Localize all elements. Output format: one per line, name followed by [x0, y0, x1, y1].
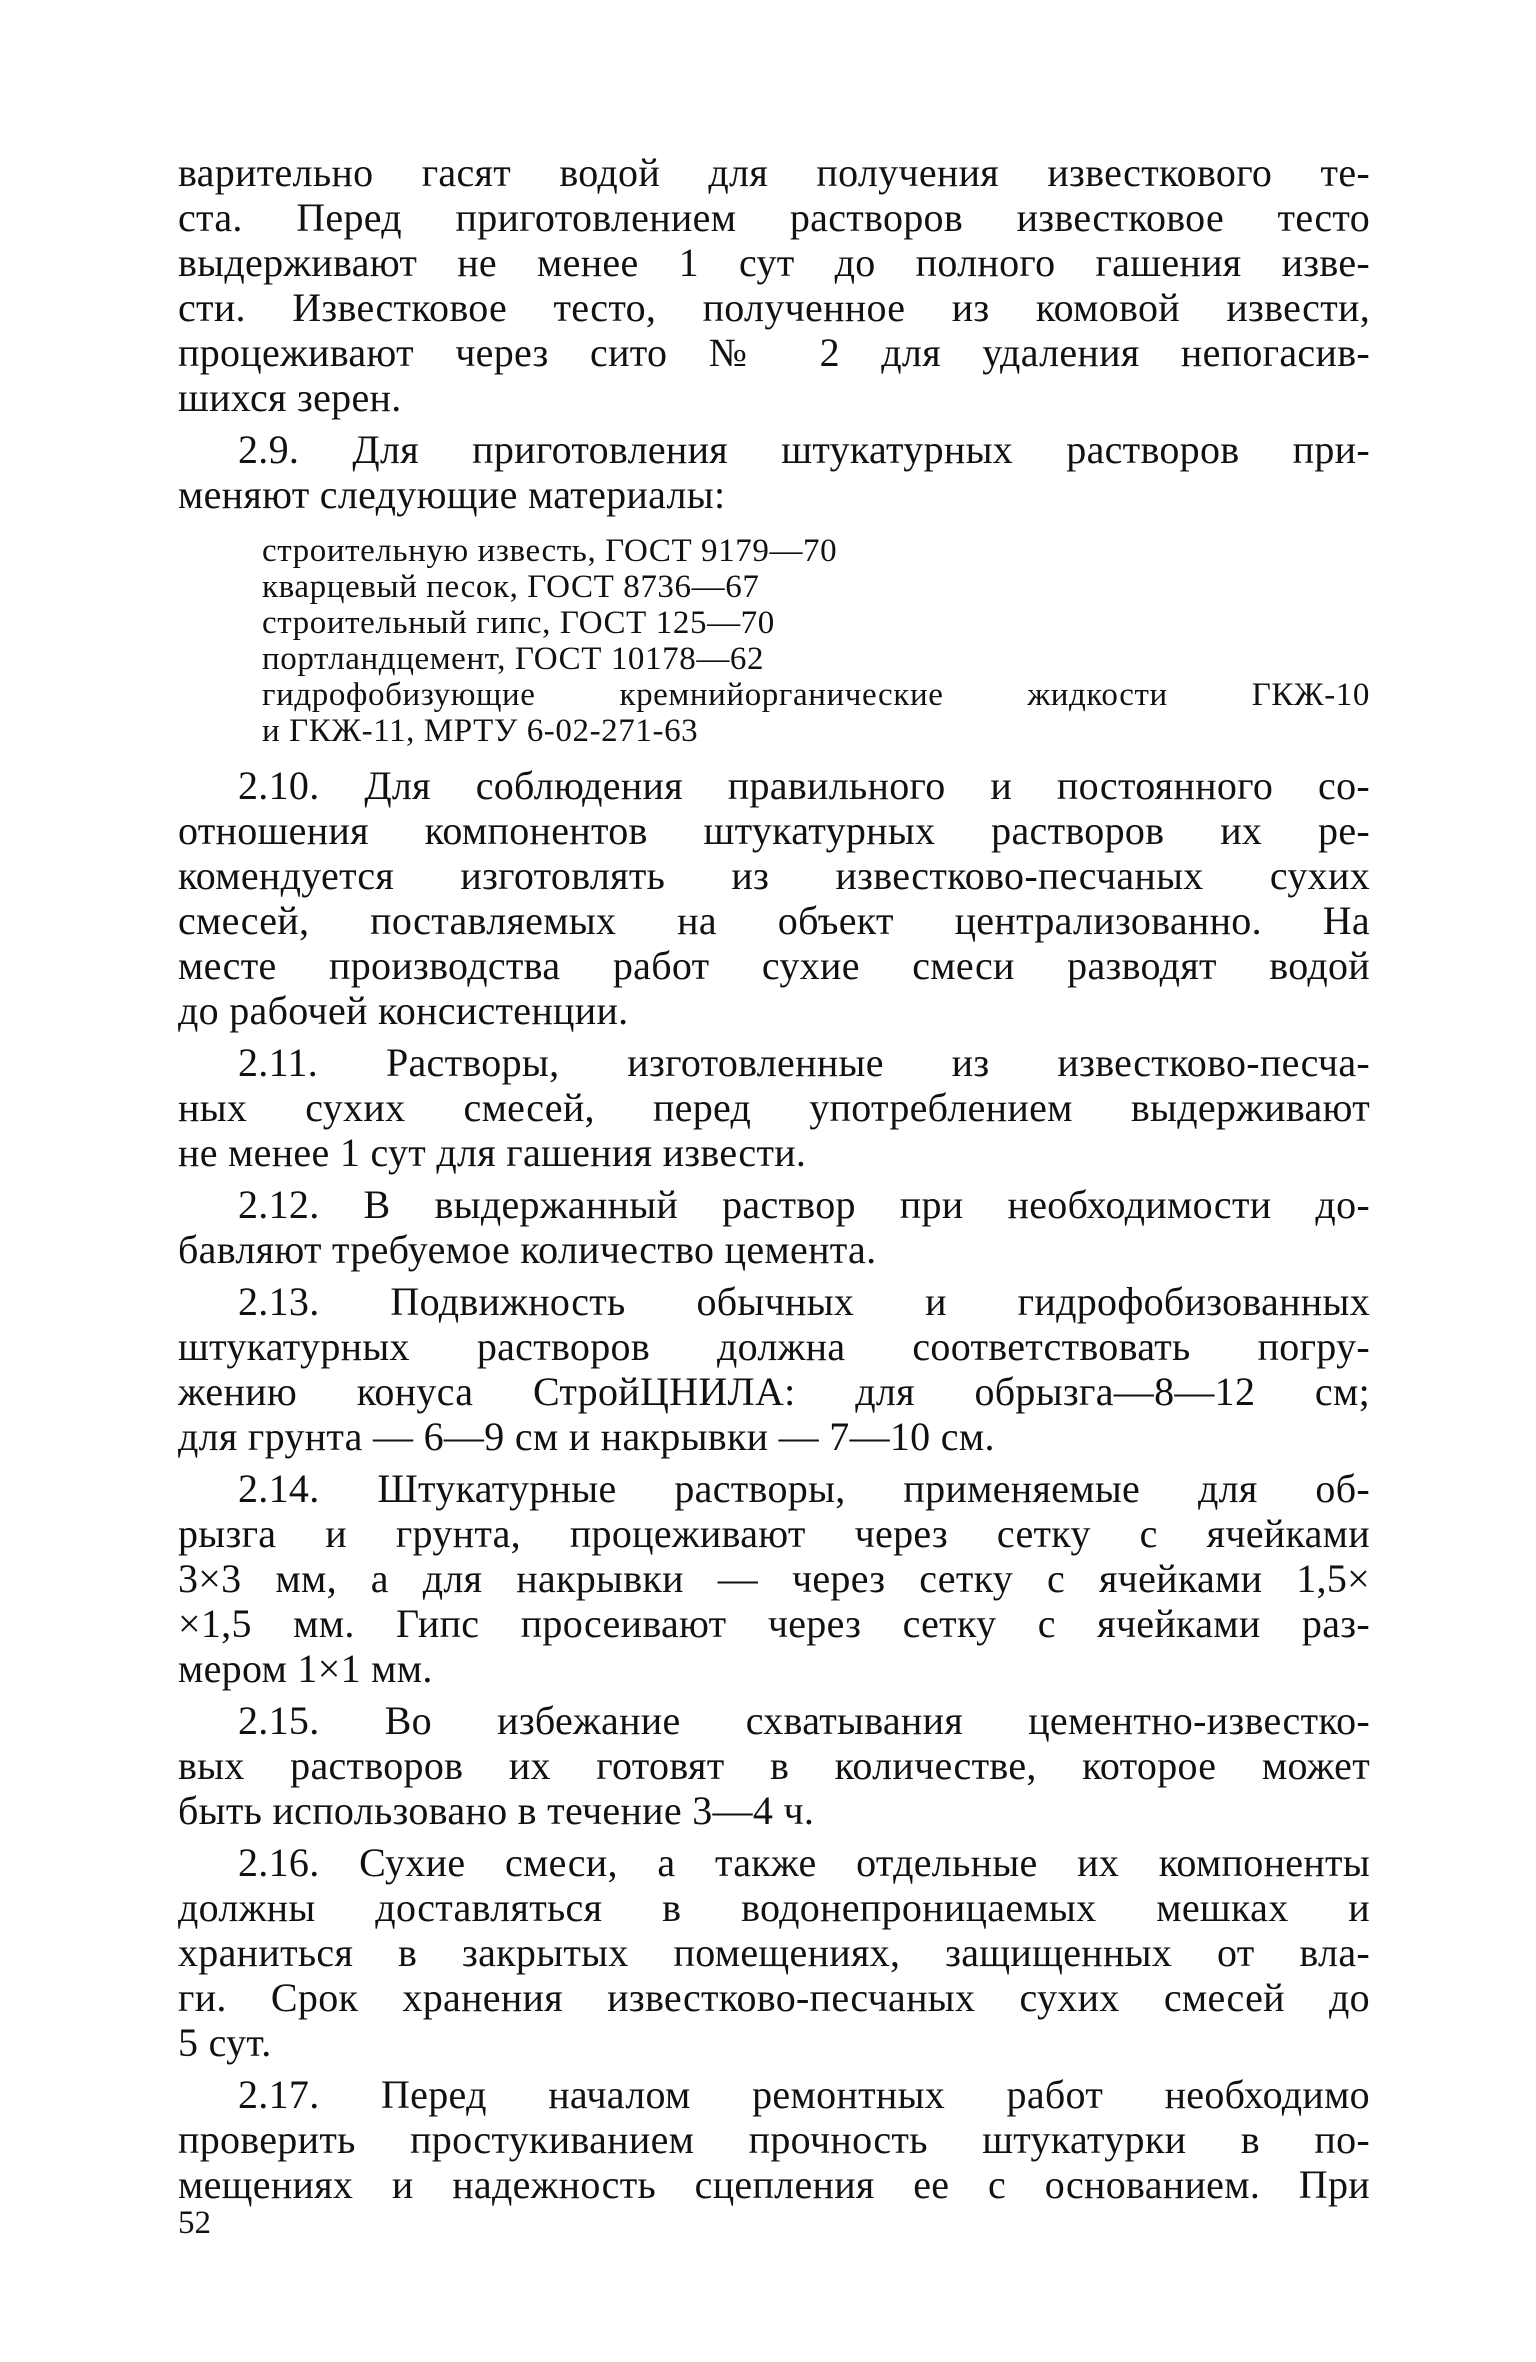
- paragraph-2-13: [178, 1279, 1370, 1459]
- intro-paragraph: [178, 150, 1370, 420]
- text-line: варительно гасят водой для получения известкового те-: [178, 150, 1370, 195]
- text-line: шихся зерен.: [178, 375, 402, 420]
- text-line: штукатурных растворов должна соответствовать погру-: [178, 1324, 1370, 1369]
- text-line: 2.16. Сухие смеси, а также отдельные их компоненты: [238, 1840, 1370, 1885]
- text-line: ги. Срок хранения известково-песчаных сухих смесей до: [178, 1975, 1370, 2020]
- text-line: ста. Перед приготовлением растворов известковое тесто: [178, 195, 1370, 240]
- text-line: ных сухих смесей, перед употреблением выдерживают: [178, 1085, 1370, 1130]
- text-line: проверить простукиванием прочность штукатурки в по-: [178, 2117, 1370, 2162]
- text-line: 3×3 мм, а для накрывки — через сетку с ячейками 1,5×: [178, 1556, 1370, 1601]
- list-item: гидрофобизующие кремнийорганические жидкости ГКЖ-10: [262, 677, 1370, 713]
- text-line: до рабочей консистенции.: [178, 988, 629, 1033]
- list-item: строительный гипс, ГОСТ 125—70: [262, 605, 775, 641]
- text-line: комендуется изготовлять из известково-песчаных сухих: [178, 853, 1370, 898]
- text-line: 2.9. Для приготовления штукатурных растворов при-: [238, 427, 1370, 472]
- text-line: 2.12. В выдержанный раствор при необходимости до-: [238, 1182, 1370, 1227]
- paragraph-2-16: [178, 1840, 1370, 2065]
- list-item: портландцемент, ГОСТ 10178—62: [262, 641, 765, 677]
- list-item: и ГКЖ-11, МРТУ 6-02-271-63: [262, 713, 699, 749]
- text-line: 2.15. Во избежание схватывания цементно-известко-: [238, 1698, 1370, 1743]
- text-line: мером 1×1 мм.: [178, 1646, 433, 1691]
- text-line: жению конуса СтройЦНИЛА: для обрызга—8—12 см;: [178, 1369, 1370, 1414]
- paragraph-2-10: [178, 763, 1370, 1033]
- list-item: строительную известь, ГОСТ 9179—70: [262, 533, 838, 569]
- text-line: вых растворов их готовят в количестве, которое может: [178, 1743, 1370, 1788]
- text-line: храниться в закрытых помещениях, защищенных от вла-: [178, 1930, 1370, 1975]
- text-line: 2.11. Растворы, изготовленные из известково-песча-: [238, 1040, 1370, 1085]
- text-line: мещениях и надежность сцепления ее с основанием. При: [178, 2162, 1370, 2207]
- document-page: [178, 150, 1370, 2207]
- page-number: 52: [178, 2205, 211, 2241]
- text-line: должны доставляться в водонепроницаемых мешках и: [178, 1885, 1370, 1930]
- text-line: отношения компонентов штукатурных растворов их ре-: [178, 808, 1370, 853]
- text-line: 2.10. Для соблюдения правильного и постоянного со-: [238, 763, 1370, 808]
- paragraph-2-9: [178, 427, 1370, 517]
- text-line: сти. Известковое тесто, полученное из комовой извести,: [178, 285, 1370, 330]
- text-line: процеживают через сито № 2 для удаления непогасив-: [178, 330, 1370, 375]
- list-item: кварцевый песок, ГОСТ 8736—67: [262, 569, 760, 605]
- paragraph-2-11: [178, 1040, 1370, 1175]
- text-line: смесей, поставляемых на объект централизованно. На: [178, 898, 1370, 943]
- text-line: ×1,5 мм. Гипс просеивают через сетку с ячейками раз-: [178, 1601, 1370, 1646]
- paragraph-2-17: [178, 2072, 1370, 2207]
- paragraph-2-15: [178, 1698, 1370, 1833]
- text-line: быть использовано в течение 3—4 ч.: [178, 1788, 815, 1833]
- materials-list: [178, 533, 1370, 749]
- text-line: выдерживают не менее 1 сут до полного гашения изве-: [178, 240, 1370, 285]
- paragraph-2-12: [178, 1182, 1370, 1272]
- text-line: рызга и грунта, процеживают через сетку с ячейками: [178, 1511, 1370, 1556]
- text-line: 2.17. Перед началом ремонтных работ необходимо: [238, 2072, 1370, 2117]
- text-line: месте производства работ сухие смеси разводят водой: [178, 943, 1370, 988]
- paragraph-2-14: [178, 1466, 1370, 1691]
- text-line: не менее 1 сут для гашения извести.: [178, 1130, 807, 1175]
- text-line: для грунта — 6—9 см и накрывки — 7—10 см.: [178, 1414, 995, 1459]
- text-line: 2.13. Подвижность обычных и гидрофобизованных: [238, 1279, 1370, 1324]
- text-line: меняют следующие материалы:: [178, 472, 726, 517]
- text-line: бавляют требуемое количество цемента.: [178, 1227, 877, 1272]
- text-line: 2.14. Штукатурные растворы, применяемые для об-: [238, 1466, 1370, 1511]
- text-line: 5 сут.: [178, 2020, 272, 2065]
